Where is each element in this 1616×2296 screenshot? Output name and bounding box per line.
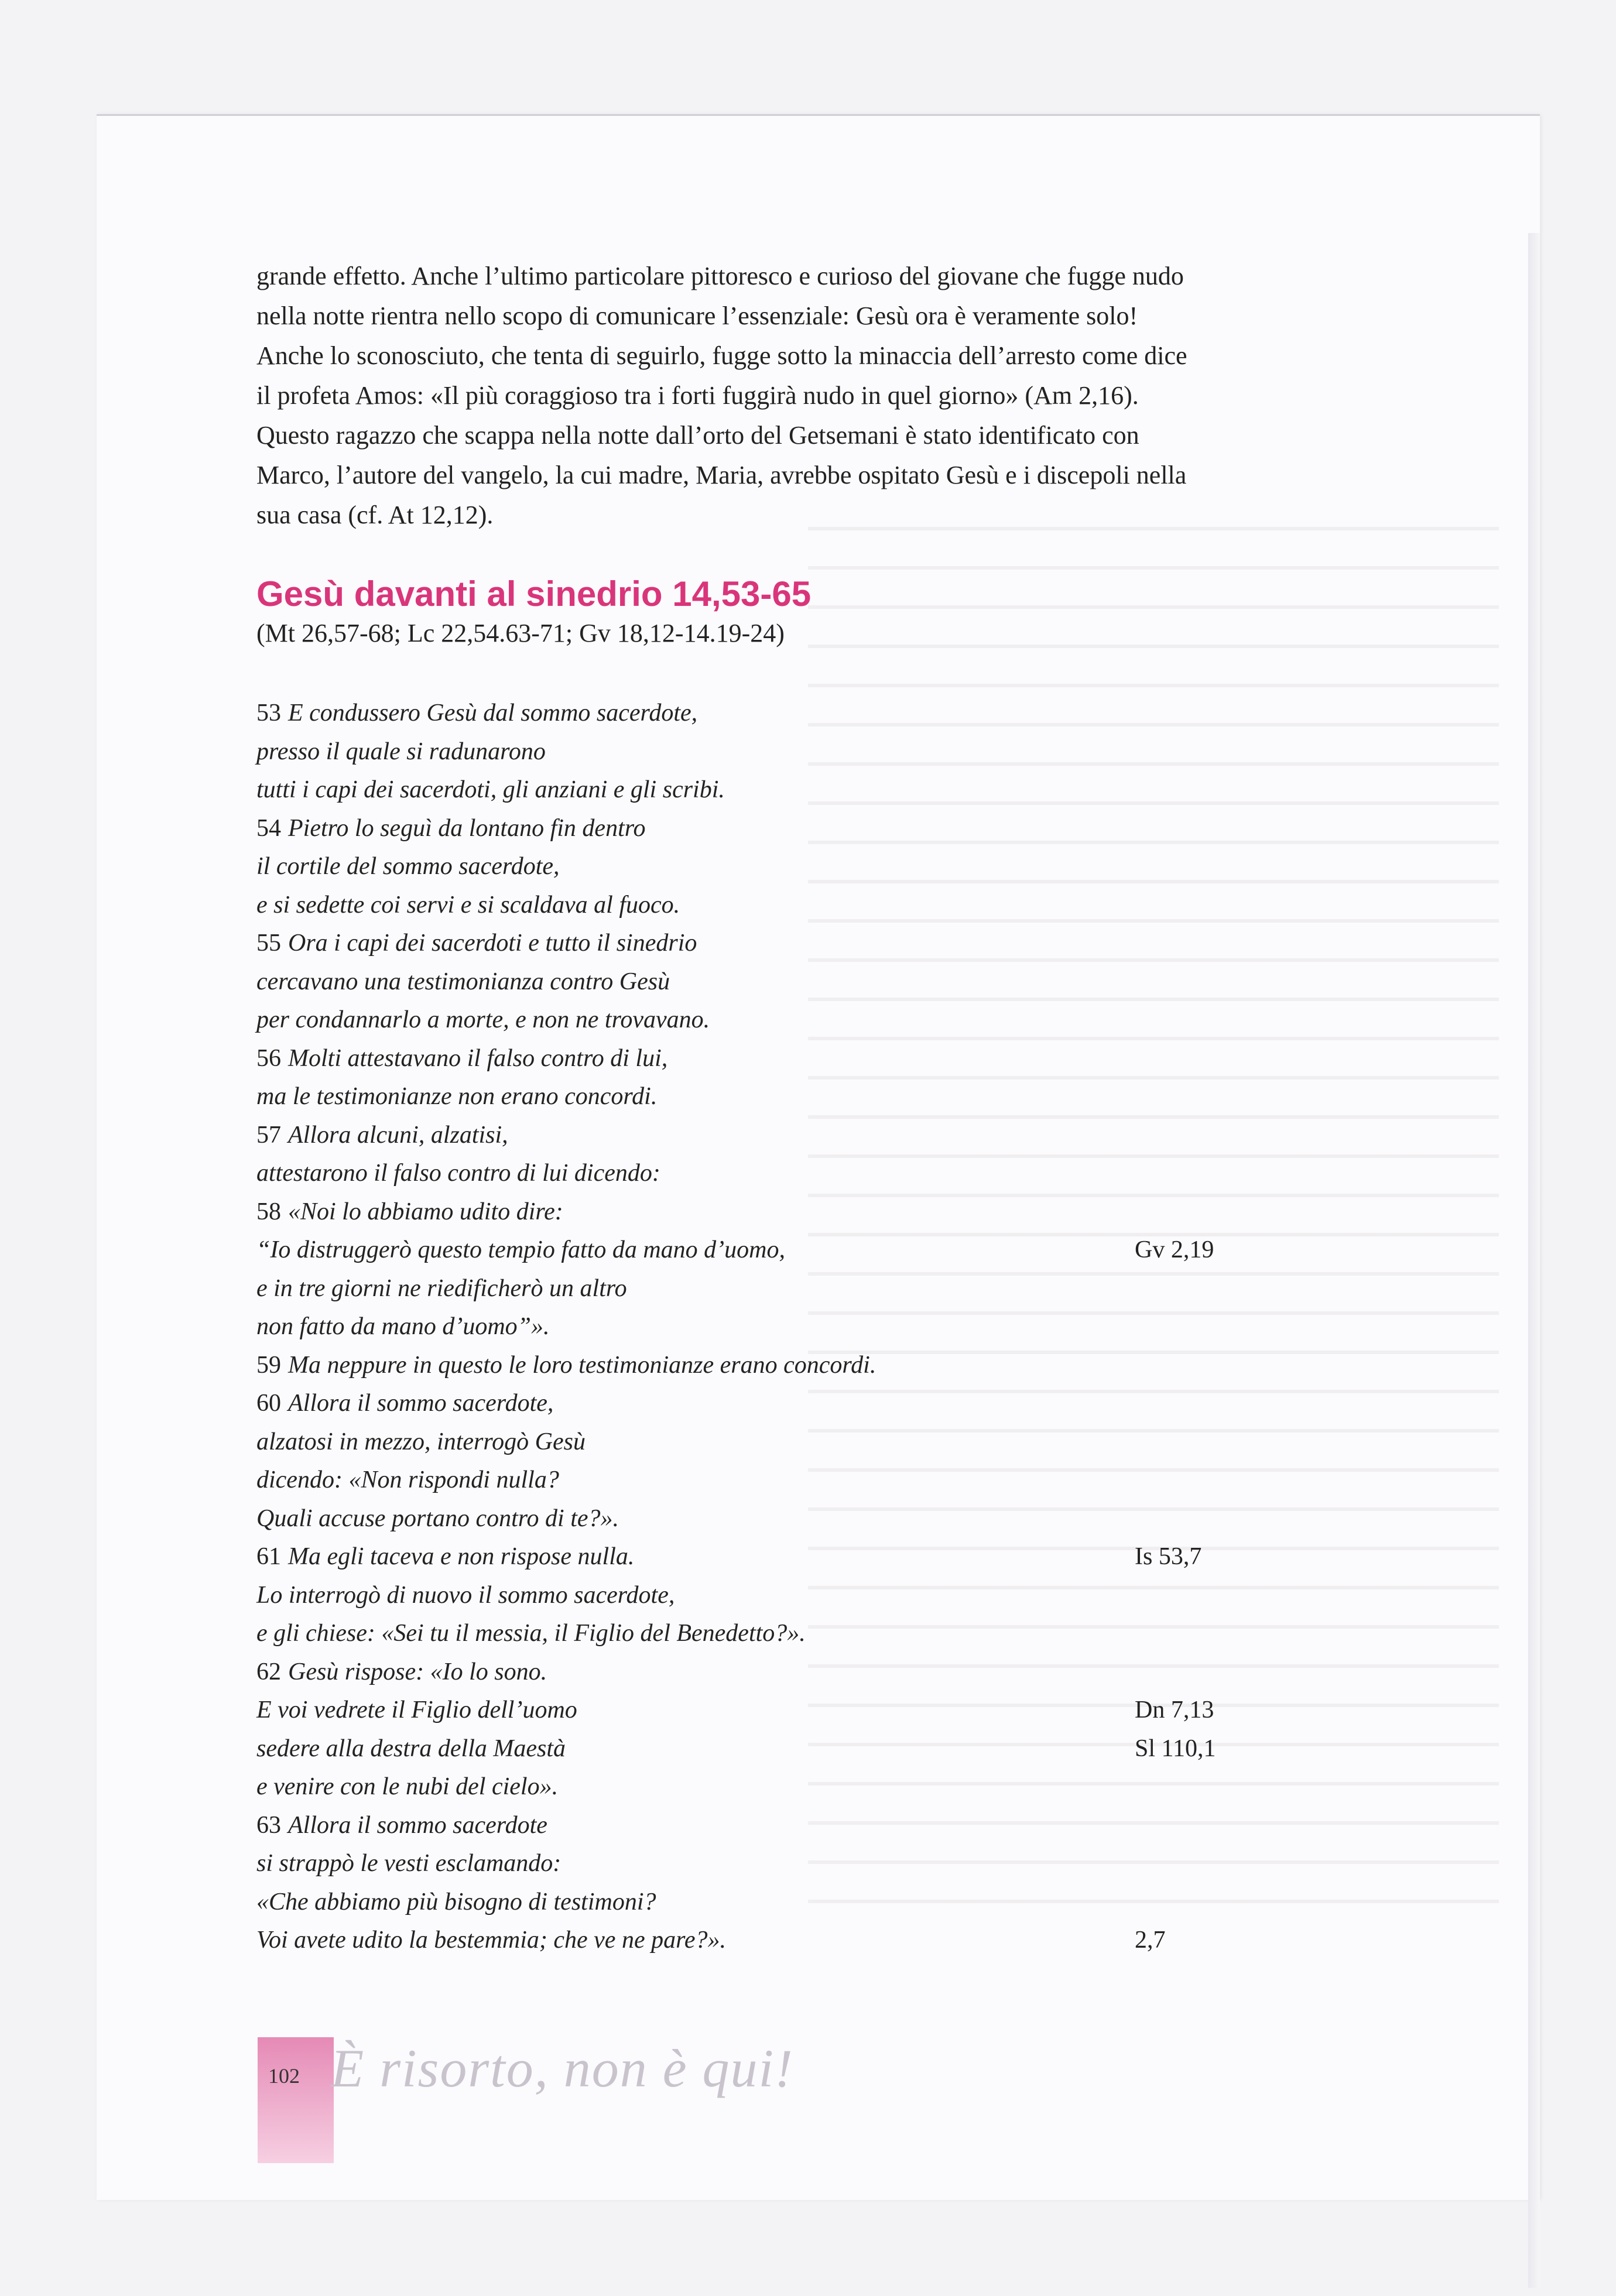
verse-text: attestarono il falso contro di lui dicendo: bbox=[256, 1160, 660, 1187]
verse-text: Allora alcuni, alzatisi, bbox=[288, 1121, 508, 1149]
verse-text: Quali accuse portano contro di te?». bbox=[256, 1505, 619, 1532]
intro-line: Marco, l’autore del vangelo, la cui madre, Maria, avrebbe ospitato Gesù e i discepoli nella bbox=[256, 461, 1187, 489]
verse-text: presso il quale si radunarono bbox=[256, 738, 546, 765]
cross-reference: Dn 7,13 bbox=[1135, 1697, 1214, 1723]
page-edge bbox=[1528, 233, 1540, 2288]
page-number: 102 bbox=[268, 2064, 300, 2088]
verse-number: 58 bbox=[256, 1198, 281, 1225]
verse-line bbox=[256, 1385, 1252, 1423]
verse-text: Molti attestavano il falso contro di lui, bbox=[288, 1044, 668, 1072]
verse-text: cercavano una testimonianza contro Gesù bbox=[256, 968, 670, 995]
verse-text: alzatosi in mezzo, interrogò Gesù bbox=[256, 1428, 586, 1455]
verse-text: Pietro lo seguì da lontano fin dentro bbox=[288, 814, 646, 842]
verse-text: e venire con le nubi del cielo». bbox=[256, 1773, 559, 1800]
verse-text: E condussero Gesù dal sommo sacerdote, bbox=[288, 700, 698, 727]
verse-line bbox=[256, 733, 1252, 772]
verse-line bbox=[256, 1807, 1252, 1845]
verse-text: non fatto da mano d’uomo”». bbox=[256, 1313, 550, 1340]
intro-line: Anche lo sconosciuto, che tenta di seguirlo, fugge sotto la minaccia dell’arresto come dice bbox=[256, 341, 1187, 370]
verse-text: tutti i capi dei sacerdoti, gli anziani e gli scribi. bbox=[256, 776, 725, 803]
cross-reference: Sl 110,1 bbox=[1135, 1735, 1216, 1762]
verse-line bbox=[256, 1231, 1252, 1270]
verse-line bbox=[256, 1538, 1252, 1577]
verse-text: Ma egli taceva e non rispose nulla. bbox=[288, 1543, 635, 1570]
verse-line bbox=[256, 1154, 1252, 1193]
verse-number: 55 bbox=[256, 930, 281, 957]
verse-text: ma le testimonianze non erano concordi. bbox=[256, 1083, 658, 1110]
verse-line bbox=[256, 1845, 1252, 1883]
cross-reference: Is 53,7 bbox=[1135, 1543, 1202, 1570]
verse-line bbox=[256, 886, 1252, 925]
verse-text: «Che abbiamo più bisogno di testimoni? bbox=[256, 1888, 656, 1915]
verse-line bbox=[256, 1270, 1252, 1308]
verse-line bbox=[256, 771, 1252, 810]
verse-line bbox=[256, 924, 1252, 963]
verse-line bbox=[256, 810, 1252, 848]
verse-line bbox=[256, 1691, 1252, 1730]
verse-line bbox=[256, 1577, 1252, 1615]
verse-line bbox=[256, 1921, 1252, 1960]
verse-number: 62 bbox=[256, 1658, 281, 1685]
verse-line bbox=[256, 1078, 1252, 1116]
verse-line bbox=[256, 1500, 1252, 1538]
verse-number: 57 bbox=[256, 1121, 281, 1149]
intro-line: il profeta Amos: «Il più coraggioso tra i forti fuggirà nudo in quel giorno» (Am 2,16). bbox=[256, 381, 1139, 410]
section-title: Gesù davanti al sinedrio 14,53-65 bbox=[256, 574, 812, 614]
verse-text: dicendo: «Non rispondi nulla? bbox=[256, 1466, 559, 1493]
verse-text: E voi vedrete il Figlio dell’uomo bbox=[256, 1697, 577, 1723]
verse-text: Ora i capi dei sacerdoti e tutto il sinedrio bbox=[288, 930, 697, 957]
intro-line: Questo ragazzo che scappa nella notte dall’orto del Getsemani è stato identificato con bbox=[256, 421, 1139, 450]
verse-text: Ma neppure in questo le loro testimonianze erano concordi. bbox=[288, 1351, 877, 1379]
verse-text: Allora il sommo sacerdote bbox=[288, 1811, 547, 1839]
verse-line bbox=[256, 1768, 1252, 1807]
verse-line bbox=[256, 1883, 1252, 1922]
verse-text: e gli chiese: «Sei tu il messia, il Figlio del Benedetto?». bbox=[256, 1620, 806, 1647]
verse-list bbox=[256, 694, 1252, 1960]
verse-line bbox=[256, 1653, 1252, 1692]
verse-line bbox=[256, 1461, 1252, 1500]
intro-line: nella notte rientra nello scopo di comunicare l’essenziale: Gesù ora è veramente solo! bbox=[256, 301, 1138, 330]
verse-line bbox=[256, 1116, 1252, 1155]
verse-text: e in tre giorni ne riedificherò un altro bbox=[256, 1274, 627, 1302]
verse-number: 53 bbox=[256, 700, 281, 727]
verse-line bbox=[256, 1040, 1252, 1078]
cross-reference: 2,7 bbox=[1135, 1927, 1166, 1954]
verse-line bbox=[256, 848, 1252, 886]
cross-reference: Gv 2,19 bbox=[1135, 1236, 1214, 1263]
verse-text: sedere alla destra della Maestà bbox=[256, 1735, 566, 1762]
verse-number: 59 bbox=[256, 1351, 281, 1379]
verse-text: «Noi lo abbiamo udito dire: bbox=[288, 1198, 563, 1225]
verse-line bbox=[256, 963, 1252, 1002]
verse-number: 63 bbox=[256, 1811, 281, 1839]
verse-text: si strappò le vesti esclamando: bbox=[256, 1850, 562, 1877]
verse-number: 56 bbox=[256, 1044, 281, 1072]
intro-line: sua casa (cf. At 12,12). bbox=[256, 501, 494, 529]
verse-line bbox=[256, 1615, 1252, 1653]
verse-text: Allora il sommo sacerdote, bbox=[288, 1390, 554, 1417]
verse-line bbox=[256, 1346, 1252, 1385]
verse-text: Voi avete udito la bestemmia; che ve ne pare?». bbox=[256, 1927, 727, 1954]
page-tab bbox=[258, 2037, 334, 2163]
parallel-references: (Mt 26,57-68; Lc 22,54.63-71; Gv 18,12-14.19-24) bbox=[256, 619, 785, 647]
verse-text: “Io distruggerò questo tempio fatto da mano d’uomo, bbox=[256, 1236, 785, 1263]
verse-number: 54 bbox=[256, 814, 281, 842]
verse-text: e si sedette coi servi e si scaldava al fuoco. bbox=[256, 891, 680, 919]
verse-text: il cortile del sommo sacerdote, bbox=[256, 853, 560, 880]
verse-number: 60 bbox=[256, 1390, 281, 1417]
verse-text: per condannarlo a morte, e non ne trovavano. bbox=[256, 1006, 710, 1033]
verse-line bbox=[256, 1193, 1252, 1232]
verse-line bbox=[256, 1730, 1252, 1769]
intro-line: grande effetto. Anche l’ultimo particolare pittoresco e curioso del giovane che fugge nudo bbox=[256, 262, 1184, 290]
book-title: È risorto, non è qui! bbox=[331, 2038, 794, 2098]
verse-line bbox=[256, 1423, 1252, 1462]
verse-number: 61 bbox=[256, 1543, 281, 1570]
intro-paragraph bbox=[256, 256, 1474, 535]
verse-text: Gesù rispose: «Io lo sono. bbox=[288, 1658, 547, 1685]
verse-line bbox=[256, 1308, 1252, 1346]
verse-line bbox=[256, 1001, 1252, 1040]
verse-line bbox=[256, 694, 1252, 733]
verse-text: Lo interrogò di nuovo il sommo sacerdote, bbox=[256, 1581, 675, 1609]
